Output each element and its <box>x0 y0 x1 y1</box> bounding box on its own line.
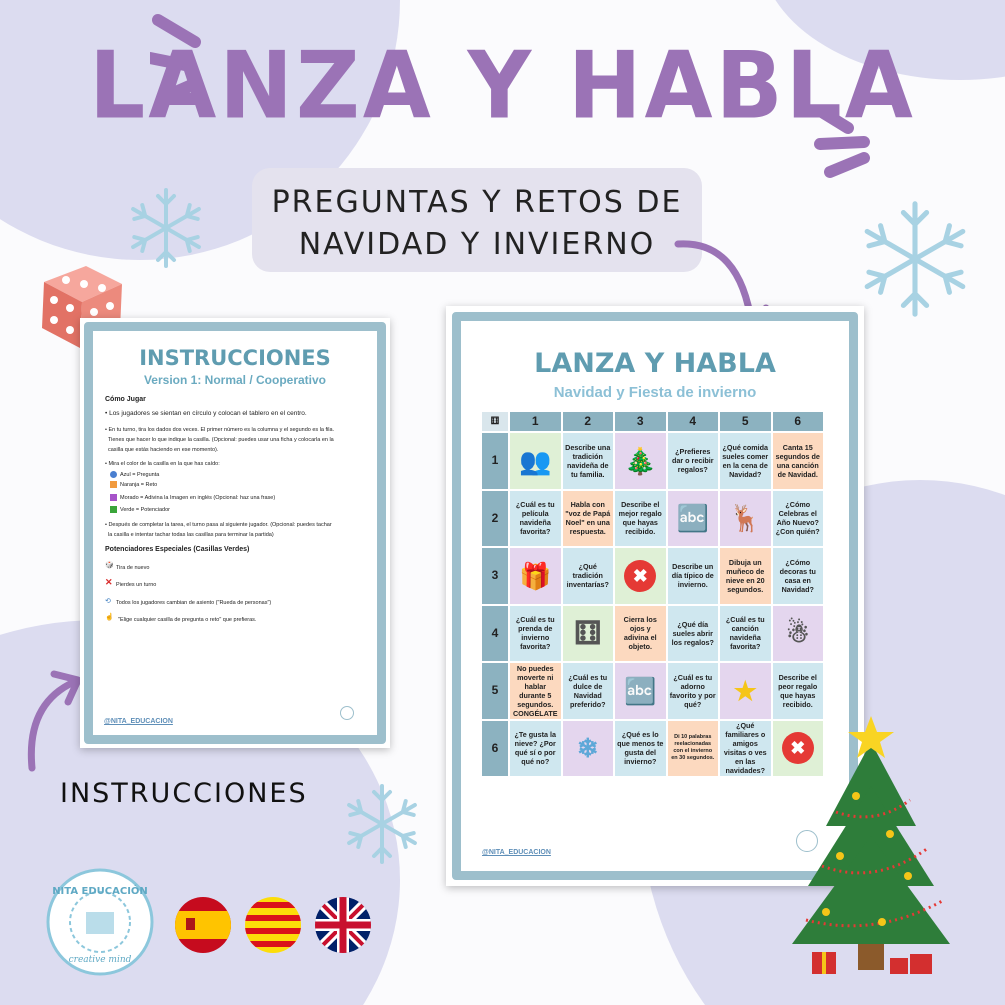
board-cell-image <box>615 548 666 604</box>
instruction-text: • Los jugadores se sientan en círculo y colocan el tablero en el centro. <box>105 410 307 417</box>
board-cell: ¿Cuál es tu prenda de invierno favorita? <box>510 606 561 662</box>
blue-square-icon <box>110 471 117 478</box>
how-to-play-heading: Cómo Jugar <box>105 396 146 403</box>
color-legend-text: Azul = Pregunta <box>120 472 160 478</box>
board-cell: ¿Prefieres dar o recibir regalos? <box>668 433 719 489</box>
column-header: 1 <box>510 412 561 431</box>
color-legend-text: Naranja = Reto <box>120 482 158 488</box>
instruction-text: • Después de completar la tarea, el turno pasa al siguiente jugador. (Opcional: puedes tachar <box>105 522 332 528</box>
brand-handle: @NITA_EDUCACION <box>104 718 173 725</box>
board-cell-image <box>510 433 561 489</box>
reindeer-icon: 🦌 <box>729 503 762 534</box>
christmas-tree-icon: 🎄 <box>624 445 657 476</box>
board-cell: ¿Qué familiares o amigos visitas o ves en las navidades? <box>720 721 771 777</box>
instruction-text: Tienes que hacer lo que indique la casilla. (Opcional: puedes usar una ficha y colocarla en la <box>108 437 334 443</box>
board-cell: ¿Cuál es tu dulce de Navidad preferido? <box>563 663 614 719</box>
row-header: 4 <box>482 606 508 662</box>
x-circle-icon: ✖ <box>624 560 656 592</box>
column-header: 5 <box>720 412 771 431</box>
board-cell-image <box>615 663 666 719</box>
powerup-text: "Elige cualquier casilla de pregunta o reto" que prefieras. <box>118 617 257 623</box>
instruction-text: • Mira el color de la casilla en la que has caído: <box>105 461 220 467</box>
catalonia-flag-icon <box>244 896 302 954</box>
board-cell: Describe una tradición navideña de tu familia. <box>563 433 614 489</box>
row-header: 5 <box>482 663 508 719</box>
powerups-heading: Potenciadores Especiales (Casillas Verdes) <box>105 546 250 553</box>
abc-hand-icon: 🔤 <box>624 675 657 706</box>
uk-flag-icon <box>314 896 372 954</box>
color-legend-text: Morado = Adivina la Imagen en inglés (Opcional: haz una frase) <box>120 495 276 501</box>
board-cell: Di 10 palabras reelacionadas con el invierno en 30 segundos. <box>668 721 719 777</box>
snowflake-icon <box>124 186 208 270</box>
spain-flag-icon <box>174 896 232 954</box>
row-header: 2 <box>482 491 508 547</box>
board-corner-dice-icon: ⚅ <box>482 412 508 431</box>
instructions-label: INSTRUCCIONES <box>60 778 308 809</box>
board-cell: Habla con "voz de Papá Noel" en una respuesta. <box>563 491 614 547</box>
snowman-icon: ☃ <box>786 618 810 649</box>
column-header: 2 <box>563 412 614 431</box>
board-cell: Describe el peor regalo que hayas recibido. <box>773 663 824 719</box>
powerup-text: Todos los jugadores cambian de asiento ("Rueda de personas") <box>116 600 272 606</box>
column-header: 3 <box>615 412 666 431</box>
brand-handle: @NITA_EDUCACION <box>482 849 551 856</box>
color-legend-text: Verde = Potenciador <box>120 507 170 513</box>
orange-square-icon <box>110 481 117 488</box>
board-cell: ¿Cuál es tu adorno favorito y por qué? <box>668 663 719 719</box>
board-cell-image <box>615 433 666 489</box>
board-cell: Describe el mejor regalo que hayas recibido. <box>615 491 666 547</box>
x-circle-icon: ✖ <box>782 732 814 764</box>
page-title: LANZA Y HABLA <box>89 31 916 140</box>
board-cell: ¿Qué tradición inventarías? <box>563 548 614 604</box>
row-header: 1 <box>482 433 508 489</box>
row-header: 6 <box>482 721 508 777</box>
people-circle-icon: 👥 <box>519 445 552 476</box>
column-header: 4 <box>668 412 719 431</box>
subtitle-line: NAVIDAD Y INVIERNO <box>298 227 656 262</box>
powerup-text: Tira de nuevo <box>116 565 150 571</box>
board-subtitle: Navidad y Fiesta de invierno <box>553 384 757 401</box>
board-cell-image <box>510 548 561 604</box>
dice-icon: 🎲 <box>105 562 114 569</box>
purple-square-icon <box>110 494 117 501</box>
dice-icon: ⚅ <box>573 615 602 652</box>
board-cell-image <box>720 491 771 547</box>
subtitle-box <box>252 168 702 272</box>
board-cell: ¿Te gusta la nieve? ¿Por qué sí o por qué no? <box>510 721 561 777</box>
board-title: LANZA Y HABLA <box>534 348 776 379</box>
snowflake-icon: ❄ <box>576 733 599 764</box>
board-cell: ¿Cuál es tu película navideña favorita? <box>510 491 561 547</box>
board-cell: No puedes moverte ni hablar durante 5 segundos. CONGÉLATE <box>510 663 561 719</box>
x-mark-icon: ✕ <box>105 577 113 587</box>
board-cell: ¿Cómo decoras tu casa en Navidad? <box>773 548 824 604</box>
christmas-tree-icon <box>786 716 956 981</box>
board-cell-image <box>668 491 719 547</box>
board-cell-image <box>563 606 614 662</box>
instruction-text: • En tu turno, tira los dados dos veces. El primer número es la columna y el segundo es la fila. <box>105 427 335 433</box>
logo-text-top: NITA EDUCACIÓN <box>52 886 148 897</box>
board-cell: Dibuja un muñeco de nieve en 20 segundos. <box>720 548 771 604</box>
snowflake-icon <box>854 198 976 320</box>
instruction-text: casilla que estás haciendo en ese momento). <box>108 447 219 453</box>
logo-text-bottom: creative mind <box>68 955 132 965</box>
instructions-version: Version 1: Normal / Cooperativo <box>143 373 327 387</box>
board-cell: ¿Cómo Celebras el Año Nuevo? ¿Con quién? <box>773 491 824 547</box>
abc-hand-icon: 🔤 <box>676 503 709 534</box>
board-cell-image <box>720 663 771 719</box>
powerup-text: Pierdes un turno <box>116 582 157 588</box>
board-cell: ¿Qué es lo que menos te gusta del invierno? <box>615 721 666 777</box>
pointing-hand-icon: ☝ <box>105 614 114 621</box>
row-header: 3 <box>482 548 508 604</box>
board-cell: ¿Qué comida sueles comer en la cena de Navidad? <box>720 433 771 489</box>
nita-educacion-logo <box>44 866 156 978</box>
arrow-icon <box>18 664 88 774</box>
logo-mini-icon <box>340 706 354 720</box>
board-cell: Describe un día típico de invierno. <box>668 548 719 604</box>
repeat-icon: ⟲ <box>105 598 111 605</box>
star-icon: ★ <box>733 675 757 706</box>
board-cell-image <box>563 721 614 777</box>
instructions-title: INSTRUCCIONES <box>139 346 331 370</box>
board-cell: Cierra los ojos y adivina el objeto. <box>615 606 666 662</box>
board-cell: ¿Qué día sueles abrir los regalos? <box>668 606 719 662</box>
instruction-text: la casilla e intentar tachar todas las casillas para terminar la partida) <box>108 532 274 538</box>
subtitle-line: PREGUNTAS Y RETOS DE <box>271 185 683 220</box>
board-cell: ¿Cuál es tu canción navideña favorita? <box>720 606 771 662</box>
board-cell-image <box>773 606 824 662</box>
gift-icon: 🎁 <box>519 560 552 591</box>
board-cell: Canta 15 segundos de una canción de Navidad. <box>773 433 824 489</box>
column-header: 6 <box>773 412 824 431</box>
green-square-icon <box>110 506 117 513</box>
snowflake-icon <box>340 782 424 866</box>
